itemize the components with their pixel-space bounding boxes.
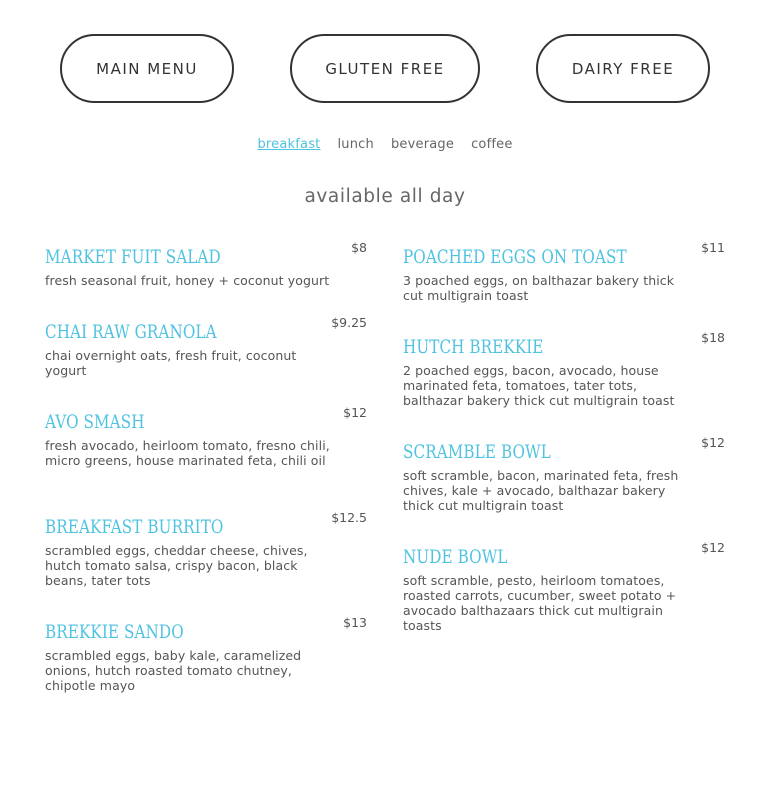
menu-item-name: BREAKFAST BURRITO	[45, 516, 224, 538]
menu-item-description: fresh seasonal fruit, honey + coconut yogurt	[45, 273, 330, 288]
menu-item-price: $18	[701, 330, 725, 345]
menu-item-name: MARKET FUIT SALAD	[45, 246, 221, 268]
tab-lunch[interactable]: lunch	[337, 137, 374, 152]
menu-tabs	[0, 137, 770, 152]
menu-item-price: $13	[343, 615, 367, 630]
menu-item-description: scrambled eggs, cheddar cheese, chives, hutch tomato salsa, crispy bacon, black beans, tater tots	[45, 543, 308, 588]
menu-item-description: 3 poached eggs, on balthazar bakery thick cut multigrain toast	[403, 273, 675, 303]
menu-item-name: NUDE BOWL	[403, 546, 508, 568]
menu-item-price: $9.25	[331, 315, 367, 330]
menu-item	[403, 240, 725, 330]
menu-item-price: $8	[351, 240, 367, 255]
menu-column-left	[45, 240, 367, 720]
menu-item	[45, 510, 367, 615]
menu-item	[45, 315, 367, 405]
menu-item-price: $12.5	[331, 510, 367, 525]
menu-item-price: $11	[701, 240, 725, 255]
menu-item-name: HUTCH BREKKIE	[403, 336, 544, 358]
menu-item-description: soft scramble, bacon, marinated feta, fresh chives, kale + avocado, balthazar bakery thick cut multigrain toast	[403, 468, 679, 513]
tab-breakfast[interactable]: breakfast	[257, 137, 321, 152]
menu-column-right	[403, 240, 725, 645]
menu-item-price: $12	[343, 405, 367, 420]
menu-item-description: 2 poached eggs, bacon, avocado, house marinated feta, tomatoes, tater tots, balthazar bakery thick cut multigrain toast	[403, 363, 675, 408]
menu-item-name: POACHED EGGS ON TOAST	[403, 246, 627, 268]
menu-item-price: $12	[701, 540, 725, 555]
menu-item	[403, 435, 725, 540]
menu-item	[403, 330, 725, 435]
dairy-free-button[interactable]: DAIRY FREE	[536, 34, 710, 103]
menu-item-name: SCRAMBLE BOWL	[403, 441, 551, 463]
filter-bar	[0, 34, 770, 103]
menu-item-name: BREKKIE SANDO	[45, 621, 184, 643]
menu-item	[45, 615, 367, 720]
availability-subtitle: available all day	[304, 186, 466, 207]
menu-item-name: AVO SMASH	[45, 411, 145, 433]
menu-item-price: $12	[701, 435, 725, 450]
tab-beverage[interactable]: beverage	[390, 137, 455, 152]
menu-item-description: fresh avocado, heirloom tomato, fresno chili, micro greens, house marinated feta, chili oil	[45, 438, 330, 468]
gluten-free-button[interactable]: GLUTEN FREE	[290, 34, 480, 103]
menu-item	[45, 240, 367, 315]
main-menu-button[interactable]: MAIN MENU	[60, 34, 234, 103]
menu-item-description: soft scramble, pesto, heirloom tomatoes, roasted carrots, cucumber, sweet potato + avocado balthazaars thick cut multigrain toasts	[403, 573, 677, 633]
menu-item	[45, 405, 367, 510]
menu-item-name: CHAI RAW GRANOLA	[45, 321, 217, 343]
menu-item-description: chai overnight oats, fresh fruit, coconut yogurt	[45, 348, 297, 378]
menu-item	[403, 540, 725, 645]
menu-item-description: scrambled eggs, baby kale, caramelized onions, hutch roasted tomato chutney, chipotle mayo	[45, 648, 302, 693]
tab-coffee[interactable]: coffee	[471, 137, 513, 152]
